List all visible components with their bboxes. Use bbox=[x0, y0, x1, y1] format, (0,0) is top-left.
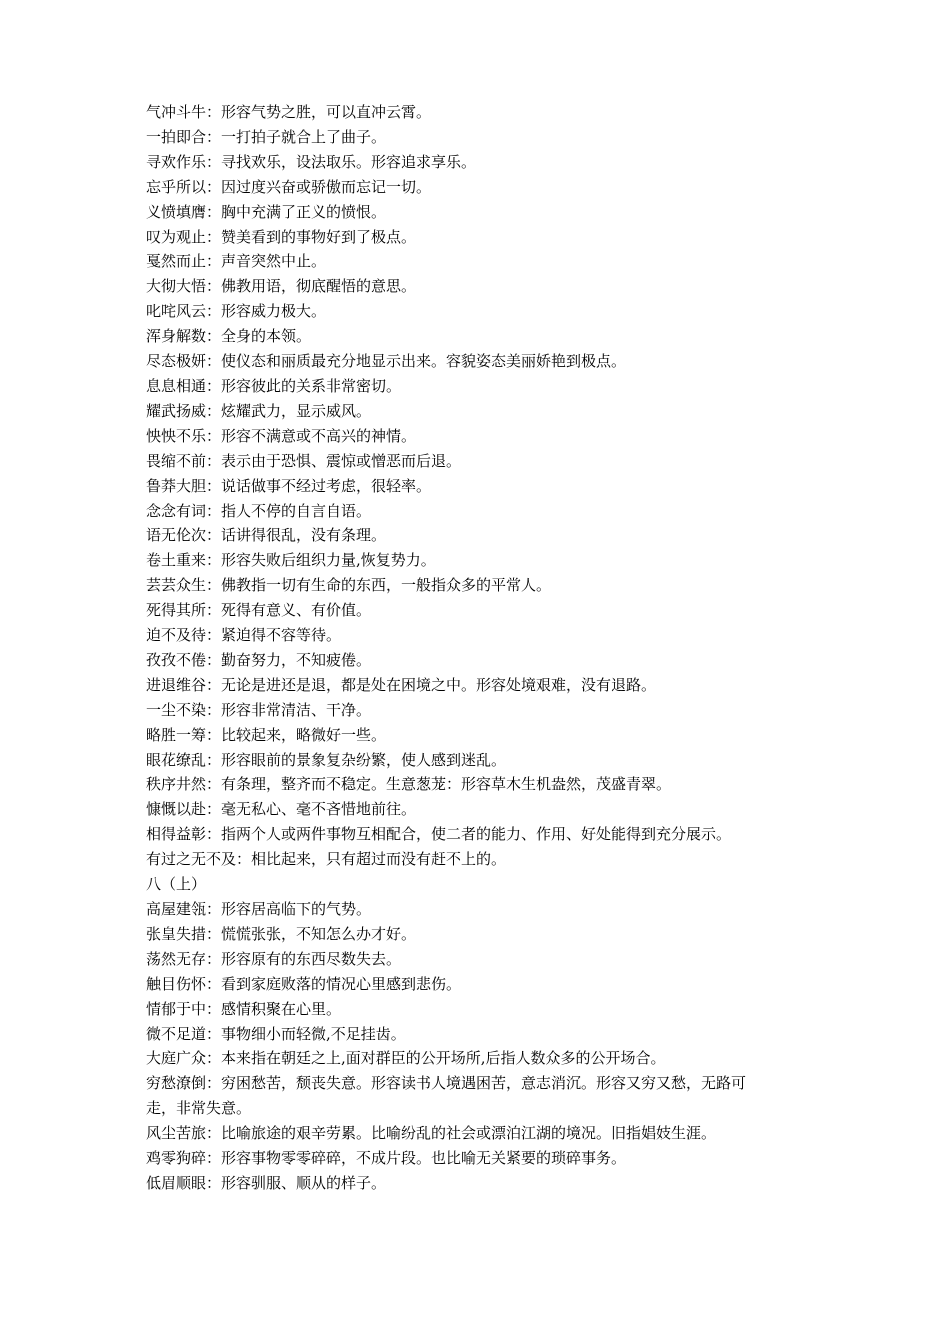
text-line: 叱咤风云：形容威力极大。 bbox=[146, 302, 327, 321]
text-line: 有过之无不及：相比起来，只有超过而没有赶不上的。 bbox=[146, 850, 507, 869]
text-line: 大彻大悟：佛教用语，彻底醒悟的意思。 bbox=[146, 277, 417, 296]
text-line: 一拍即合：一打拍子就合上了曲子。 bbox=[146, 127, 387, 146]
text-line: 低眉顺眼：形容驯服、顺从的样子。 bbox=[146, 1173, 387, 1192]
text-line: 尽态极妍：使仪态和丽质最充分地显示出来。容貌姿态美丽娇艳到极点。 bbox=[146, 352, 627, 371]
text-line: 风尘苦旅：比喻旅途的艰辛劳累。比喻纷乱的社会或漂泊江湖的境况。旧指娼妓生涯。 bbox=[146, 1124, 717, 1143]
text-line: 触目伤怀：看到家庭败落的情况心里感到悲伤。 bbox=[146, 974, 462, 993]
text-line: 相得益彰：指两个人或两件事物互相配合，使二者的能力、作用、好处能得到充分展示。 bbox=[146, 825, 732, 844]
text-line: 怏怏不乐：形容不满意或不高兴的神情。 bbox=[146, 426, 417, 445]
text-line: 张皇失措：慌慌张张，不知怎么办才好。 bbox=[146, 924, 417, 943]
text-line: 叹为观止：赞美看到的事物好到了极点。 bbox=[146, 227, 417, 246]
text-line: 语无伦次：话讲得很乱，没有条理。 bbox=[146, 526, 387, 545]
text-line: 荡然无存：形容原有的东西尽数失去。 bbox=[146, 949, 402, 968]
text-line: 迫不及待：紧迫得不容等待。 bbox=[146, 626, 342, 645]
text-line: 芸芸众生：佛教指一切有生命的东西，一般指众多的平常人。 bbox=[146, 576, 552, 595]
text-line: 卷土重来：形容失败后组织力量,恢复势力。 bbox=[146, 551, 436, 570]
text-line: 略胜一筹：比较起来，略微好一些。 bbox=[146, 725, 387, 744]
section-heading: 八（上） bbox=[146, 875, 207, 894]
text-line: 孜孜不倦：勤奋努力，不知疲倦。 bbox=[146, 650, 372, 669]
text-line: 秩序井然：有条理，整齐而不稳定。生意葱茏：形容草木生机盎然，茂盛青翠。 bbox=[146, 775, 672, 794]
text-line: 气冲斗牛：形容气势之胜，可以直冲云霄。 bbox=[146, 103, 432, 121]
text-line: 念念有词：指人不停的自言自语。 bbox=[146, 501, 372, 520]
text-line: 大庭广众：本来指在朝廷之上,面对群臣的公开场所,后指人数众多的公开场合。 bbox=[146, 1049, 666, 1068]
text-line: 鸡零狗碎：形容事物零零碎碎，不成片段。也比喻无关紧要的琐碎事务。 bbox=[146, 1149, 627, 1168]
text-line: 微不足道：事物细小而轻微,不足挂齿。 bbox=[146, 1024, 406, 1043]
text-line: 死得其所：死得有意义、有价值。 bbox=[146, 601, 372, 620]
text-line: 高屋建瓴：形容居高临下的气势。 bbox=[146, 900, 372, 918]
text-line: 进退维谷：无论是进还是退，都是处在困境之中。形容处境艰难，没有退路。 bbox=[146, 675, 657, 694]
text-line: 一尘不染：形容非常清洁、干净。 bbox=[146, 700, 372, 719]
text-line: 走，非常失意。 bbox=[146, 1099, 252, 1118]
text-line: 鲁莽大胆：说话做事不经过考虑，很轻率。 bbox=[146, 476, 432, 495]
text-line: 寻欢作乐：寻找欢乐，设法取乐。形容追求享乐。 bbox=[146, 152, 477, 171]
text-line: 耀武扬威：炫耀武力，显示威风。 bbox=[146, 401, 372, 420]
text-line: 慷慨以赴：毫无私心、毫不吝惜地前往。 bbox=[146, 800, 417, 819]
text-line: 义愤填膺：胸中充满了正义的愤恨。 bbox=[146, 202, 387, 221]
text-line: 畏缩不前：表示由于恐惧、震惊或憎恶而后退。 bbox=[146, 451, 462, 470]
text-line: 忘乎所以：因过度兴奋或骄傲而忘记一切。 bbox=[146, 177, 432, 196]
text-line: 浑身解数：全身的本领。 bbox=[146, 327, 312, 346]
document-page bbox=[146, 100, 826, 1196]
text-line: 穷愁潦倒：穷困愁苦，颓丧失意。形容读书人境遇困苦，意志消沉。形容又穷又愁，无路可 bbox=[146, 1074, 747, 1093]
text-line: 戛然而止：声音突然中止。 bbox=[146, 252, 327, 271]
text-line: 情郁于中：感情积聚在心里。 bbox=[146, 999, 342, 1018]
text-line: 眼花缭乱：形容眼前的景象复杂纷繁，使人感到迷乱。 bbox=[146, 750, 507, 769]
text-line: 息息相通：形容彼此的关系非常密切。 bbox=[146, 376, 402, 395]
